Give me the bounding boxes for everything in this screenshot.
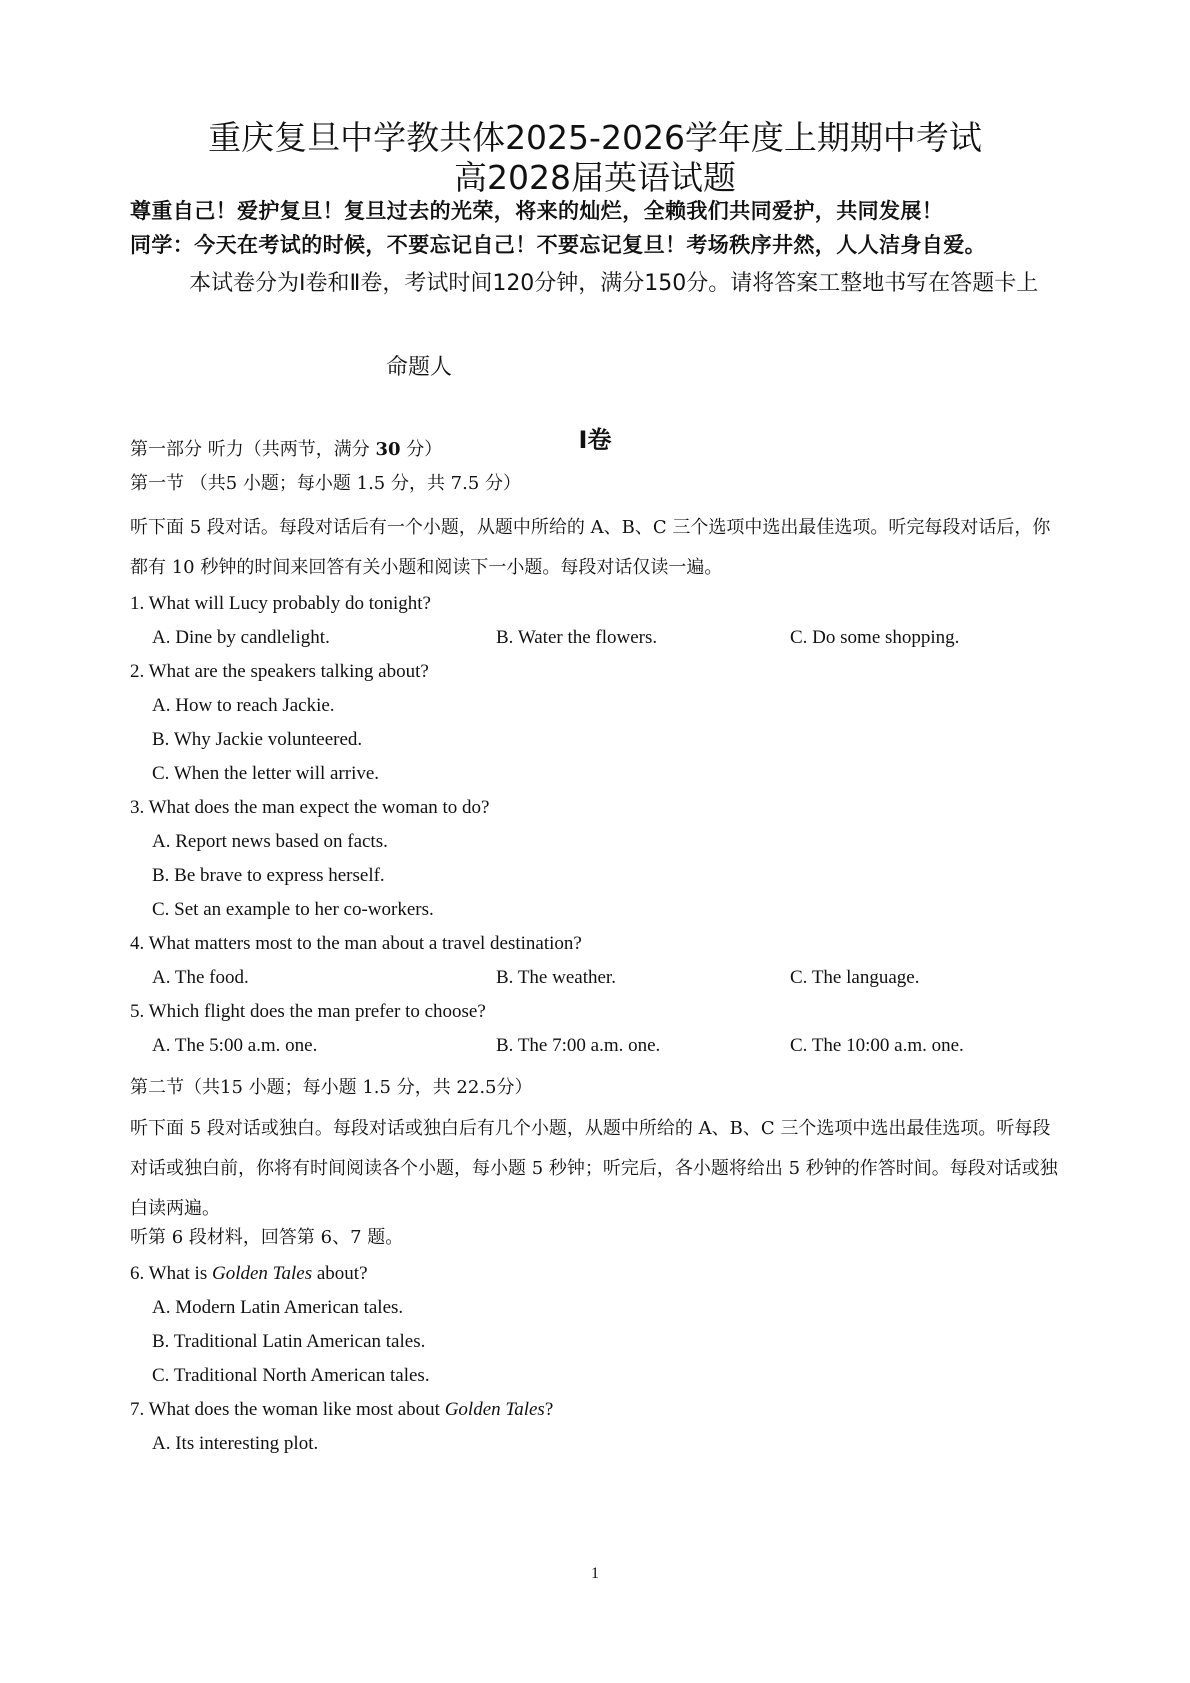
question-7-stem-prefix: 7. What does the woman like most about: [130, 1399, 445, 1420]
question-4-option-b: B. The weather.: [496, 967, 616, 988]
section2-heading: 第二节（共15 小题；每小题 1.5 分，共 22.5分）: [130, 1077, 533, 1098]
question-6-book-title: Golden Tales: [211, 1263, 313, 1284]
question-3-stem: 3. What does the man expect the woman to do?: [130, 797, 490, 818]
question-2-option-a: A. How to reach Jackie.: [152, 695, 335, 716]
part1-heading-suffix: 分）: [400, 439, 443, 460]
question-2-stem: 2. What are the speakers talking about?: [130, 661, 429, 682]
question-1-option-b: B. Water the flowers.: [496, 627, 658, 648]
motto-line-2: 同学：今天在考试的时候，不要忘记自己！不要忘记复旦！考场秩序井然，人人洁身自爱。: [130, 232, 986, 257]
question-1-option-c: C. Do some shopping.: [790, 627, 960, 648]
question-1-option-a: A. Dine by candlelight.: [152, 627, 330, 648]
section2-instructions: 听下面 5 段对话或独白。每段对话或独白后有几个小题，从题中所给的 A、B、C 三个选项中选出最佳选项。听每段对话或独白前，你将有时间阅读各个小题，每小题 5 秒钟；听完后，各小题将给出 5 秒钟的作答时间。每段对话或独白读两遍。: [130, 1118, 1058, 1219]
question-6-stem-prefix: 6. What is: [130, 1263, 212, 1284]
question-7-stem-suffix: ?: [544, 1399, 554, 1420]
question-6-stem-suffix: about?: [312, 1263, 368, 1284]
question-5-stem: 5. Which flight does the man prefer to choose?: [130, 1001, 486, 1022]
part1-heading-prefix: 第一部分 听力（共两节，满分: [130, 439, 376, 460]
question-6-stem: [130, 1261, 368, 1287]
question-4-option-c: C. The language.: [790, 967, 920, 988]
question-1-stem: 1. What will Lucy probably do tonight?: [130, 593, 431, 614]
section1-heading: 第一节 （共5 小题；每小题 1.5 分，共 7.5 分）: [130, 473, 522, 494]
motto-line-1: 尊重自己！爱护复旦！复旦过去的光荣，将来的灿烂，全赖我们共同爱护，共同发展！: [130, 198, 944, 223]
question-3-option-b: B. Be brave to express herself.: [152, 865, 385, 886]
exam-instructions: 本试卷分为Ⅰ卷和Ⅱ卷，考试时间120分钟，满分150分。请将答案工整地书写在答题卡上: [189, 271, 1039, 296]
author-label: 命题人: [386, 355, 453, 380]
question-6-option-c: C. Traditional North American tales.: [152, 1365, 430, 1386]
question-3-option-c: C. Set an example to her co-workers.: [152, 899, 434, 920]
question-2-option-c: C. When the letter will arrive.: [152, 763, 380, 784]
question-5-option-a: A. The 5:00 a.m. one.: [152, 1035, 318, 1056]
question-6-option-b: B. Traditional Latin American tales.: [152, 1331, 426, 1352]
question-5-option-c: C. The 10:00 a.m. one.: [790, 1035, 964, 1056]
question-7-stem: [130, 1397, 553, 1423]
material-6-note: 听第 6 段材料，回答第 6、7 题。: [130, 1227, 404, 1248]
exam-title: 重庆复旦中学教共体2025-2026学年度上期期中考试: [208, 118, 982, 157]
question-7-book-title: Golden Tales: [444, 1399, 545, 1420]
section1-instructions: 听下面 5 段对话。每段对话后有一个小题，从题中所给的 A、B、C 三个选项中选出最佳选项。听完每段对话后，你都有 10 秒钟的时间来回答有关小题和阅读下一小题。每段对话仅读一遍。: [130, 517, 1051, 578]
question-4-stem: 4. What matters most to the man about a travel destination?: [130, 933, 582, 954]
part1-heading: [130, 437, 442, 463]
page-number: 1: [591, 1565, 599, 1582]
question-5-option-b: B. The 7:00 a.m. one.: [496, 1035, 661, 1056]
question-3-option-a: A. Report news based on facts.: [152, 831, 388, 852]
question-6-option-a: A. Modern Latin American tales.: [152, 1297, 404, 1318]
question-4-option-a: A. The food.: [152, 967, 249, 988]
question-7-option-a: A. Its interesting plot.: [152, 1433, 319, 1454]
part1-heading-score: 30: [375, 439, 401, 460]
question-2-option-b: B. Why Jackie volunteered.: [152, 729, 363, 750]
volume-title: Ⅰ卷: [578, 426, 612, 454]
exam-subtitle: 高2028届英语试题: [454, 158, 736, 197]
